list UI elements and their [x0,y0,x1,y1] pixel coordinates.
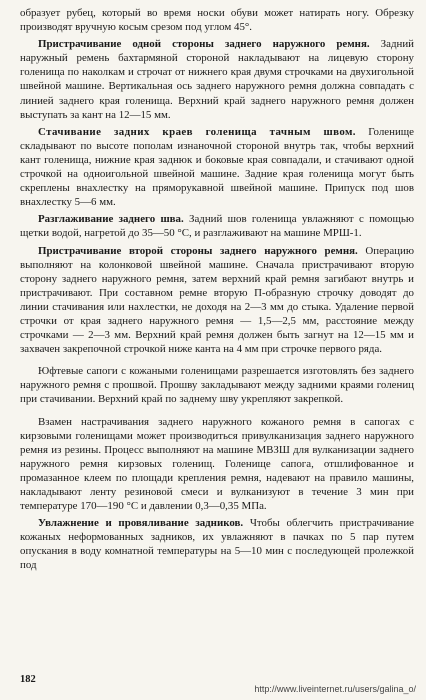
paragraph-heading: Пристрачивание одной стороны заднего наружного ремня. [38,38,370,51]
paragraph-heading: Стачивание задних краев голенища тачным швом. [38,125,356,138]
paragraph-text: Чтобы облегчить пристрачивание кожаных неформованных задников, их увлажняют в пачках по 5 пар путем опускания в воду комнатной температуры на 5—10 мин с последующей пролежкой под [20,517,414,572]
paragraph-heading: Пристрачивание второй стороны заднего наружного ремня. [38,244,358,257]
paragraph-vulcanization [20,415,414,514]
paragraph-text: Задний шов голенища увлажняют с помощью щетки водой, нагретой до 35—50 °С, и разглаживают на машине МРШ-1. [20,213,414,240]
paragraph-text: Взамен настрачивания заднего наружного кожаного ремня в сапогах с кирзовыми голенищами может производиться привулканизация заднего наружного ремня из резины. Процесс выполняют на машине МВЗШ для вулканизации заднего наружного ремня кирзовых голенищ. Голенище сапога, отшлифованное и промазанное клеем по площади крепления ремня, надевают на правило машины, накладывают ленту резиновой смеси и вулканизуют в течение 3 мин при температуре 170—190 °С и давлении 0,3—0,35 МПа. [20,415,414,513]
paragraph-continuation [20,6,414,34]
paragraph-text: Задний наружный ремень бахтармяной стороной накладывают на лицевую сторону голенища по наколкам и строчат от нижнего края двумя строчками на двухигольной швейной машине. Вертикальная ось заднего наружного ремня должна совпадать с линией заднего края голенища. Верхний край заднего наружного ремня должен выступать за кант на 12—15 мм. [20,38,414,121]
paragraph-heading: Разглаживание заднего шва. [38,213,184,226]
paragraph-seam-smoothing [20,212,414,240]
paragraph-text: Операцию выполняют на колонковой швейной машине. Сначала пристрачивают вторую сторону заднего наружного ремня, затем верхний край ремня загибают внутрь и пристрачивают. При составном ремне вторую П-образную строчку доводят до линии стачивания или нахлестки, не доходя на 2—3 мм до стыка. Удаление первой строчки от края заднего наружного ремня — 1,5—2,5 мм, расстояние между строчками — 2—3 мм. Верхний край ремня должен быть загнут на 12—15 мм и захвачен закрепочной строчкой ниже канта на 4 мм при строчке первого ряда. [20,244,414,356]
paragraph-heading: Увлажнение и провяливание задников. [38,517,244,530]
watermark-url: http://www.liveinternet.ru/users/galina_o/ [254,684,416,694]
paragraph-text: Юфтевые сапоги с кожаными голенищами разрешается изготовлять без заднего наружного ремня с прошвой. Прошву закладывают между задними краями голениц при стачивании. Верхний край по заднему шву укрепляют закрепкой. [20,365,414,406]
paragraph-yuft-boots [20,364,414,406]
paragraph-text: Голенище складывают по высоте пополам изнаночной стороной внутрь так, чтобы верхний кант голенища, нижние края заднюк и боковые края совпадали, и стачивают одной строчкой на одноигольной швейной машине. Задние края голенища могут быть скреплены внахлестку на пряморукавной швейной машине. Припуск под шов внахлестку 5—6 мм. [20,125,414,209]
paragraph-text: образует рубец, который во время носки обуви может натирать ногу. Обрезку производят вручную косым срезом под углом 45°. [20,7,414,34]
paragraph-back-seam-stitching [20,125,414,210]
page-number: 182 [20,674,36,685]
paragraph-back-strap-second-side [20,244,414,357]
paragraph-counters-moistening [20,516,414,572]
text-page [20,6,414,573]
paragraph-back-strap-first-side [20,37,414,122]
